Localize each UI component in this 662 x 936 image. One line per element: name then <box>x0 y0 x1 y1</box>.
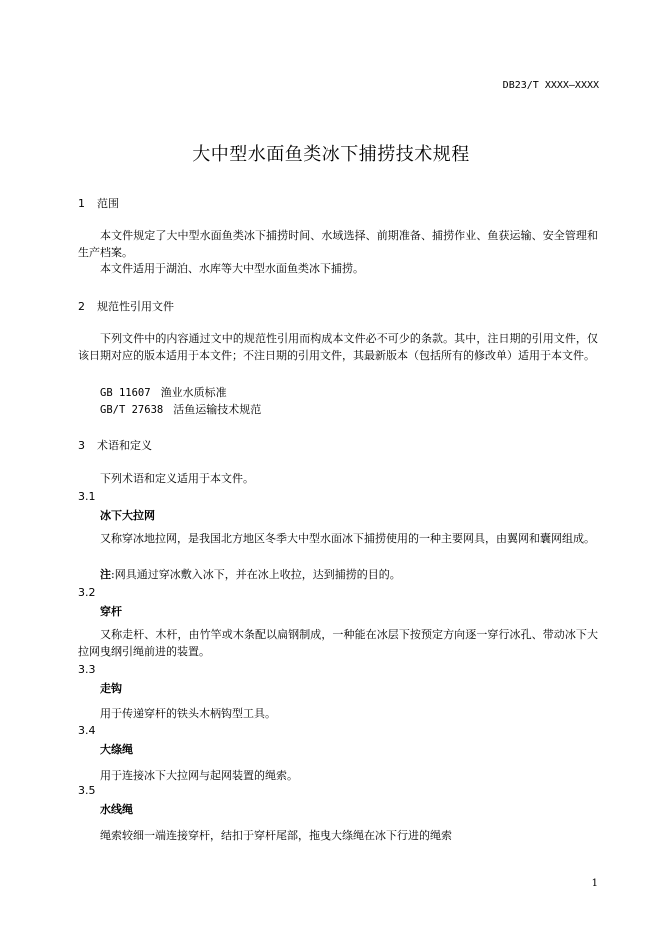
term-number: 3.1 <box>78 490 96 503</box>
reference-title: 渔业水质标准 <box>160 386 227 399</box>
document-code: DB23/T XXXX—XXXX <box>502 80 599 91</box>
section-number: 2 <box>78 300 85 313</box>
section-title: 范围 <box>97 197 119 210</box>
term-definition: 又称穿冰地拉网，是我国北方地区冬季大中型水面冰下捕捞使用的一种主要网具，由翼网和囊网组成。 <box>100 532 595 545</box>
reference-item <box>100 401 261 417</box>
term-number: 3.3 <box>78 663 96 676</box>
reference-code: GB 11607 <box>100 387 151 399</box>
note-label: 注 <box>100 568 111 581</box>
section-title: 规范性引用文件 <box>97 300 174 313</box>
term-name: 大绦绳 <box>100 743 133 756</box>
reference-code: GB/T 27638 <box>100 404 164 416</box>
term-name: 水线绳 <box>100 803 133 816</box>
reference-item <box>100 384 227 400</box>
term-definition: 用于传递穿杆的铁头木柄钩型工具。 <box>100 707 276 720</box>
term-number: 3.4 <box>78 724 96 737</box>
section-1-paragraph-1: 本文件规定了大中型水面鱼类冰下捕捞时间、水域选择、前期准备、捕捞作业、鱼获运输、安全管理和生产档案。 <box>78 229 598 259</box>
term-definition: 用于连接冰下大拉网与起网装置的绳索。 <box>100 769 298 782</box>
term-definition: 绳索较细一端连接穿杆，结扣于穿杆尾部，拖曳大绦绳在冰下行进的绳索 <box>100 829 452 842</box>
page-number: 1 <box>591 878 598 889</box>
section-3-heading <box>78 437 152 453</box>
section-1-heading <box>78 195 119 211</box>
section-number: 1 <box>78 197 85 210</box>
section-1-paragraph-2: 本文件适用于湖泊、水库等大中型水面鱼类冰下捕捞。 <box>100 262 364 275</box>
term-name: 穿杆 <box>100 605 122 618</box>
term-name: 冰下大拉网 <box>100 509 155 522</box>
section-2-heading <box>78 298 174 314</box>
section-title: 术语和定义 <box>97 439 152 452</box>
term-number: 3.5 <box>78 784 96 797</box>
section-number: 3 <box>78 439 85 452</box>
note-text: :网具通过穿冰敷入冰下，并在冰上收拉，达到捕捞的目的。 <box>111 568 401 581</box>
term-note <box>100 566 401 582</box>
section-2-paragraph: 下列文件中的内容通过文中的规范性引用而构成本文件必不可少的条款。其中，注日期的引用文件，仅该日期对应的版本适用于本文件；不注日期的引用文件，其最新版本（包括所有的修改单）适用于本文件。 <box>78 332 598 362</box>
section-3-intro: 下列术语和定义适用于本文件。 <box>100 472 254 485</box>
term-definition: 又称走杆、木杆，由竹竿或木条配以扁钢制成，一种能在冰层下按预定方向逐一穿行冰孔、带动冰下大拉网曳纲引绳前进的装置。 <box>78 628 598 658</box>
term-number: 3.2 <box>78 586 96 599</box>
reference-title: 活鱼运输技术规范 <box>173 403 262 416</box>
document-title: 大中型水面鱼类冰下捕捞技术规程 <box>192 144 470 165</box>
term-name: 走钩 <box>100 682 122 695</box>
